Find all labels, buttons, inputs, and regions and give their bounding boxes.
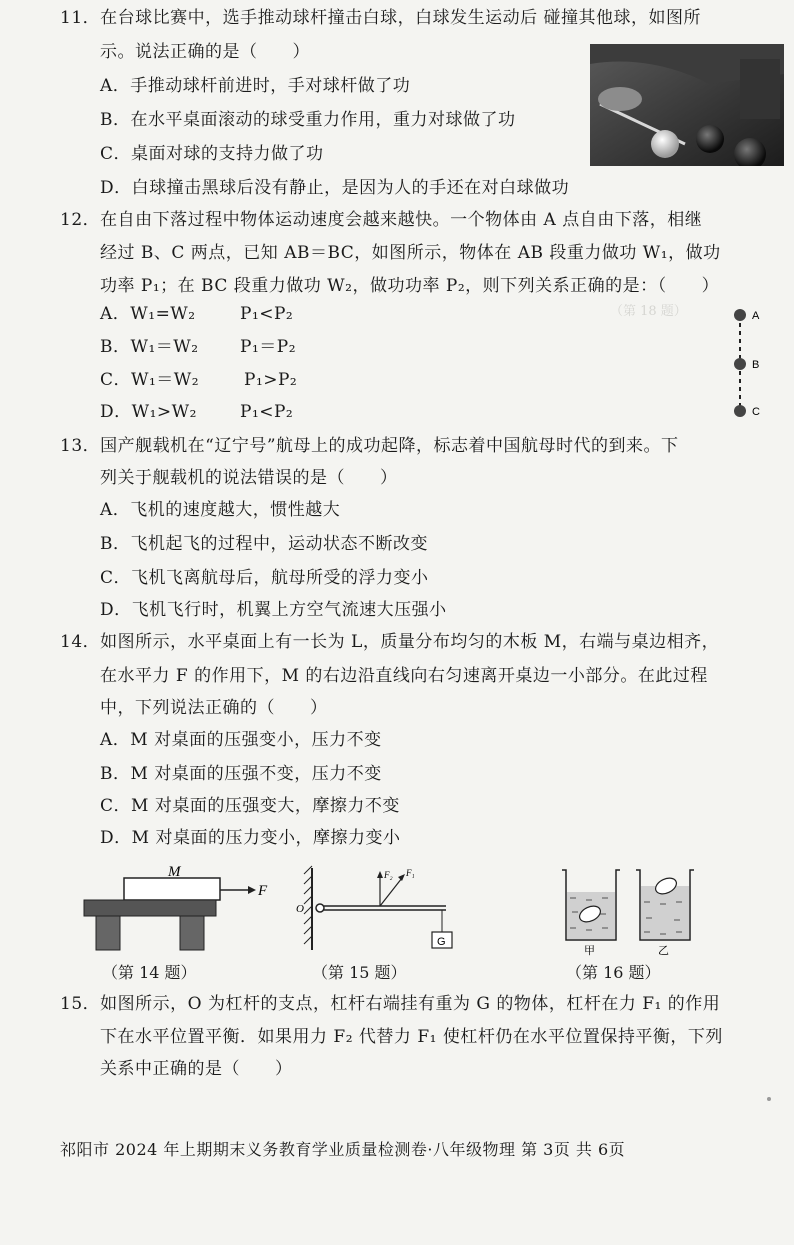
q15-stem-line3: 关系中正确的是（ ） (100, 1059, 293, 1079)
q13-option-a: A．飞机的速度越大，惯性越大 (100, 500, 341, 520)
force-f1-label: F₁ (406, 868, 415, 878)
q14-stem-line2: 在水平力 F 的作用下，M 的右边沿直线向右匀速离开桌边一小部分。在此过程 (100, 666, 708, 686)
table-leg-right (180, 916, 204, 950)
fig15-lever-diagram (290, 862, 470, 952)
page-footer: 祁阳市 2024 年上期期末义务教育学业质量检测卷·八年级物理 第 3页 共 6页 (60, 1140, 626, 1159)
q12-option-b-w: B．W₁＝W₂ (100, 337, 199, 357)
q12-option-b-p: P₁＝P₂ (240, 337, 297, 357)
q12-stem-line2: 经过 B、C 两点，已知 AB＝BC，如图所示，物体在 AB 段重力做功 W₁，做功 (100, 243, 721, 263)
bleed-through-text: （第 18 题） (610, 304, 687, 319)
beaker-a-label: 甲 (584, 944, 595, 957)
fig16-caption: （第 16 题） (566, 963, 661, 982)
q15-stem-line1: 15．如图所示，O 为杠杆的支点，杠杆右端挂有重为 G 的物体，杠杆在力 F₁ 的作用 (60, 994, 721, 1014)
q14-stem-line3: 中，下列说法正确的（ ） (100, 698, 328, 718)
beaker-b-label: 乙 (658, 944, 669, 957)
point-a-label: A (752, 310, 760, 322)
q12-stem-line3: 功率 P₁；在 BC 段重力做功 W₂，做功功率 P₂，则下列关系正确的是：（ ） (100, 276, 720, 296)
billiards-photo (590, 44, 784, 166)
point-b-label: B (752, 359, 760, 371)
point-c-label: C (752, 406, 760, 418)
q11-option-d: D．白球撞击黑球后没有静止，是因为人的手还在对白球做功 (100, 178, 570, 198)
point-c-ball (734, 405, 746, 417)
table-top (84, 900, 216, 916)
q11-stem-line2: 示。说法正确的是（ ） (100, 42, 310, 62)
q12-option-a-p: P₁<P₂ (240, 304, 294, 324)
q14-option-c: C．M 对桌面的压强变大，摩擦力不变 (100, 796, 400, 816)
q12-option-a-w: A．W₁=W₂ (100, 304, 196, 324)
q14-option-a: A．M 对桌面的压强变小，压力不变 (100, 730, 382, 750)
q11-option-c: C．桌面对球的支持力做了功 (100, 144, 324, 164)
q12-option-c-p: P₁>P₂ (244, 370, 298, 390)
speck (767, 1097, 771, 1101)
table-leg-left (96, 916, 120, 950)
weight-g-label: G (437, 936, 446, 948)
q13-option-d: D．飞机飞行时，机翼上方空气流速大压强小 (100, 600, 447, 620)
force-f2-label: F₂ (384, 870, 393, 880)
q13-stem-line2: 列关于舰载机的说法错误的是（ ） (100, 468, 398, 488)
q12-option-d-p: P₁<P₂ (240, 402, 294, 422)
q14-stem-line1: 14．如图所示，水平桌面上有一长为 L，质量分布均匀的木板 M，右端与桌边相齐， (60, 632, 720, 652)
pivot-o-label: O (296, 903, 304, 915)
pivot-o (316, 904, 324, 912)
q13-stem-line1: 13．国产舰载机在“辽宁号”航母上的成功起降，标志着中国航母时代的到来。下 (60, 436, 679, 456)
fig14-table-board-diagram (82, 860, 282, 955)
board-m-label: M (168, 864, 181, 880)
fig15-caption: （第 15 题） (312, 963, 407, 982)
q11-stem-line1: 11．在台球比赛中，选手推动球杆撞击白球，白球发生运动后 碰撞其他球，如图所 (60, 8, 702, 28)
fig16-beakers-diagram (556, 862, 716, 957)
q15-stem-line2: 下在水平位置平衡．如果用力 F₂ 代替力 F₁ 使杠杆仍在水平位置保持平衡，下列 (100, 1027, 723, 1047)
q14-option-d: D．M 对桌面的压力变小，摩擦力变小 (100, 828, 401, 848)
q12-option-d-w: D．W₁>W₂ (100, 402, 197, 422)
falling-object-diagram (728, 305, 768, 423)
q11-option-b: B．在水平桌面滚动的球受重力作用，重力对球做了功 (100, 110, 516, 130)
fig14-caption: （第 14 题） (102, 963, 197, 982)
point-a-ball (734, 309, 746, 321)
point-b-ball (734, 358, 746, 370)
q13-option-c: C．飞机飞离航母后，航母所受的浮力变小 (100, 568, 429, 588)
force-f-label: F (258, 883, 268, 899)
q14-option-b: B．M 对桌面的压强不变，压力不变 (100, 764, 382, 784)
q12-option-c-w: C．W₁＝W₂ (100, 370, 200, 390)
q12-stem-line1: 12．在自由下落过程中物体运动速度会越来越快。一个物体由 A 点自由下落，相继 (60, 210, 703, 230)
q13-option-b: B．飞机起飞的过程中，运动状态不断改变 (100, 534, 428, 554)
q11-option-a: A．手推动球杆前进时，手对球杆做了功 (100, 76, 411, 96)
board-m (124, 878, 220, 900)
